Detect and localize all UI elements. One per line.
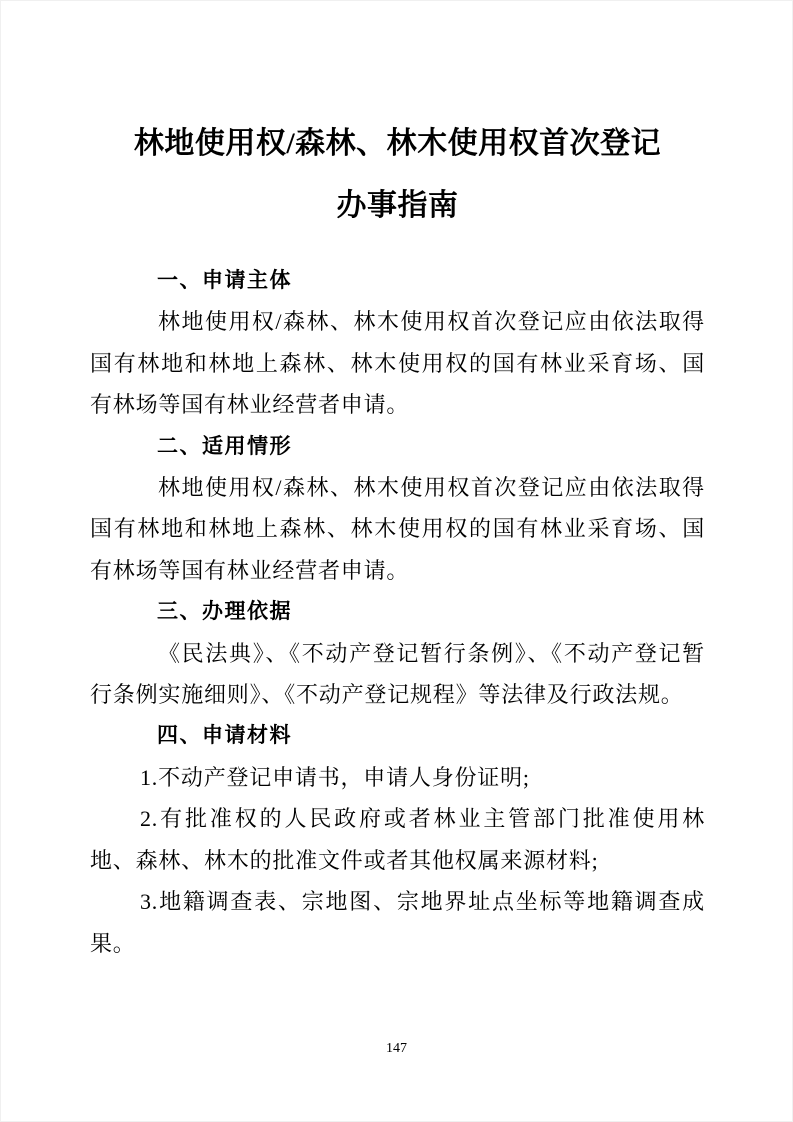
material-item-1: 1.不动产登记申请书，申请人身份证明; <box>140 764 530 790</box>
section-heading-application-materials: 四、申请材料 <box>157 724 292 748</box>
section-heading-applicable-situations: 二、适用情形 <box>157 434 292 458</box>
section-heading-legal-basis: 三、办理依据 <box>157 600 292 624</box>
section-paragraph: 林地使用权/森林、林木使用权首次登记应由依法取得国有林地和林地上森林、林木使用权的国有林业采育场、国有林场等国有林业经营者申请。 <box>90 309 705 418</box>
title-line-2: 办事指南 <box>336 189 459 222</box>
document-body <box>90 260 705 964</box>
document-title <box>91 113 704 237</box>
section-paragraph: 林地使用权/森林、林木使用权首次登记应由依法取得国有林地和林地上森林、林木使用权的国有林业采育场、国有林场等国有林业经营者申请。 <box>90 475 705 583</box>
section-heading-application-subject: 一、申请主体 <box>157 269 292 292</box>
section-paragraph: 《民法典》、《不动产登记暂行条例》、《不动产登记暂行条例实施细则》、《不动产登记规程》等法律及行政法规。 <box>90 640 705 708</box>
material-item-3: 3.地籍调查表、宗地图、宗地界址点坐标等地籍调查成果。 <box>90 889 705 956</box>
title-line-1: 林地使用权/森林、林木使用权首次登记 <box>133 127 662 160</box>
material-item-2: 2.有批准权的人民政府或者林业主管部门批准使用林地、森林、林木的批准文件或者其他权属来源材料; <box>90 806 705 873</box>
page-footer <box>1 1039 792 1059</box>
page-number: 147 <box>386 1041 407 1056</box>
